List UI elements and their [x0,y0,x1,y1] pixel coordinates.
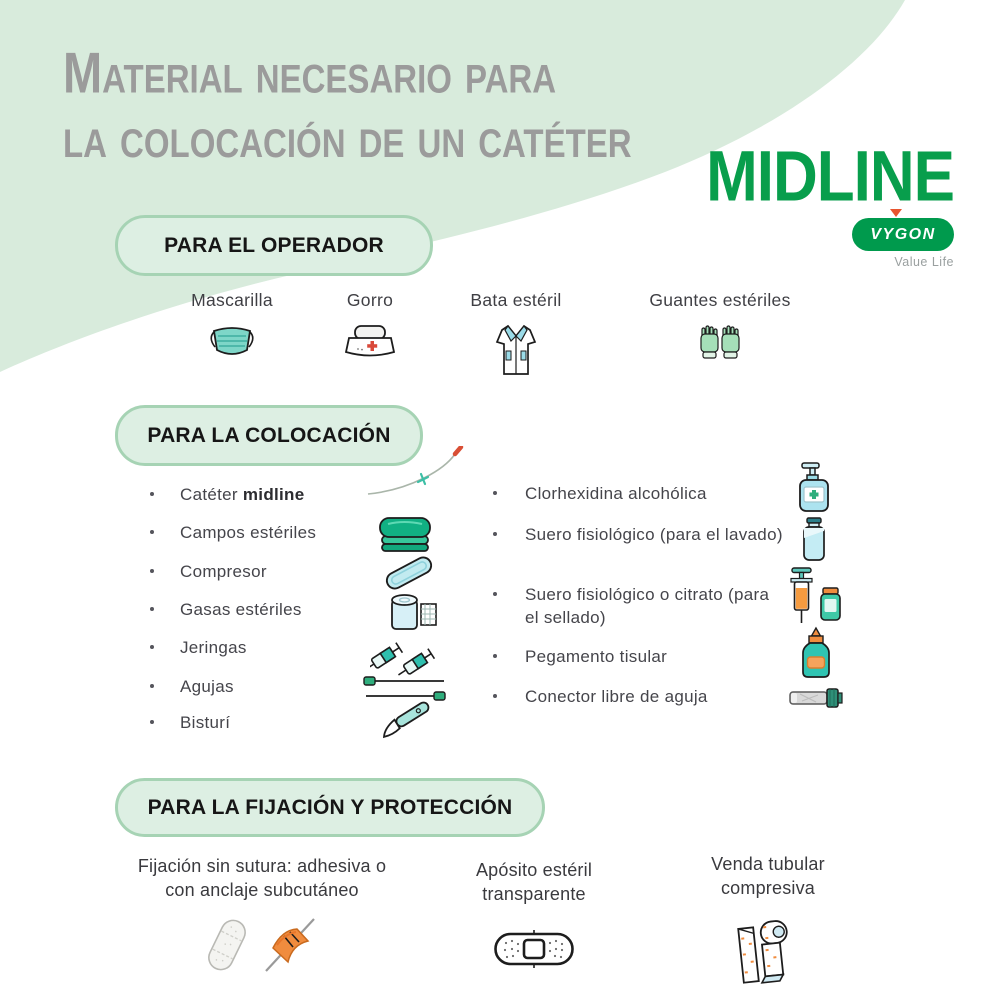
sterile-drapes-icon [376,513,434,555]
fixation-item-sutura [128,854,396,976]
operator-item-label: Bata estéril [470,290,562,310]
operator-item-mascarilla [162,290,302,363]
list-item-pegamento: Pegamento tisular [525,647,668,666]
vygon-logo-triangle-icon [890,209,902,217]
needle-free-connector-icon [788,684,844,712]
operator-item-label: Gorro [346,290,394,310]
adhesive-pad-icon [204,914,250,976]
fixation-item-aposito [428,858,640,970]
syringe-vial-icon [788,566,846,628]
operator-item-label: Guantes estériles [649,290,791,310]
saline-vial-icon [798,516,830,564]
gloves-icon [695,323,745,365]
gown-icon [493,323,539,377]
vygon-tagline: Value Life [894,255,954,269]
section-heading-colocacion-label: PARA LA COLOCACIÓN [147,423,391,447]
vygon-logo [824,218,954,269]
fixation-item-label: Apósito estéril transparente [475,860,593,904]
mask-icon [206,323,258,363]
list-item-gasas: Gasas estériles [180,600,302,619]
title-line-1: Material necesario para [63,40,557,105]
bullet [150,492,154,496]
vygon-logo-pill [852,218,954,251]
bullet [493,592,497,596]
cap-icon [342,323,398,361]
page-title [63,40,632,169]
bullet [150,607,154,611]
list-item-conector: Conector libre de aguja [525,687,708,706]
vygon-brand-text: VYGON [870,225,936,243]
operator-item-gorro [320,290,420,361]
bullet [150,684,154,688]
subcutaneous-anchor-icon [260,914,320,976]
bullet [150,645,154,649]
list-item-suero-sellado: Suero fisiológico o citrato (para el sellado) [525,585,770,627]
title-line-2: la colocación de un catéter [63,104,632,170]
bullet [493,654,497,658]
fixation-item-venda [662,852,874,994]
list-item-compresor: Compresor [180,562,267,581]
list-item-cateter [180,483,305,506]
list-item-clorhexidina: Clorhexidina alcohólica [525,484,707,503]
list-item-campos: Campos estériles [180,523,317,542]
section-heading-operator-label: PARA EL OPERADOR [164,233,384,257]
fixation-item-label: Venda tubular compresiva [711,854,825,898]
list-item-label-em: midline [242,485,305,504]
title-highlight-midline: MIDLINE [706,137,954,217]
tissue-glue-icon [796,626,836,680]
transparent-dressing-icon [493,928,575,970]
section-heading-operator [115,215,433,276]
list-item-suero-lavado: Suero fisiológico (para el lavado) [525,525,783,544]
operator-item-guantes [610,290,830,365]
bullet [493,532,497,536]
section-heading-fijacion [115,778,545,837]
catheter-icon [366,446,480,500]
operator-item-bata [436,290,596,377]
fixation-item-label: Fijación sin sutura: adhesiva o con anclaje subcutáneo [137,856,387,900]
bullet [150,569,154,573]
bullet [150,530,154,534]
tubular-bandage-icon [733,914,803,994]
bullet [493,491,497,495]
list-item-agujas: Agujas [180,677,234,696]
bullet [493,694,497,698]
syringes-icon [370,626,444,676]
list-item-label: Catéter [180,485,238,504]
bullet [150,720,154,724]
list-item-bisturi: Bisturí [180,713,231,732]
operator-item-label: Mascarilla [191,290,273,310]
pump-bottle-icon [794,460,836,514]
list-item-jeringas: Jeringas [180,638,247,657]
scalpel-icon [376,696,438,742]
section-heading-fijacion-label: PARA LA FIJACIÓN Y PROTECCIÓN [147,795,513,819]
